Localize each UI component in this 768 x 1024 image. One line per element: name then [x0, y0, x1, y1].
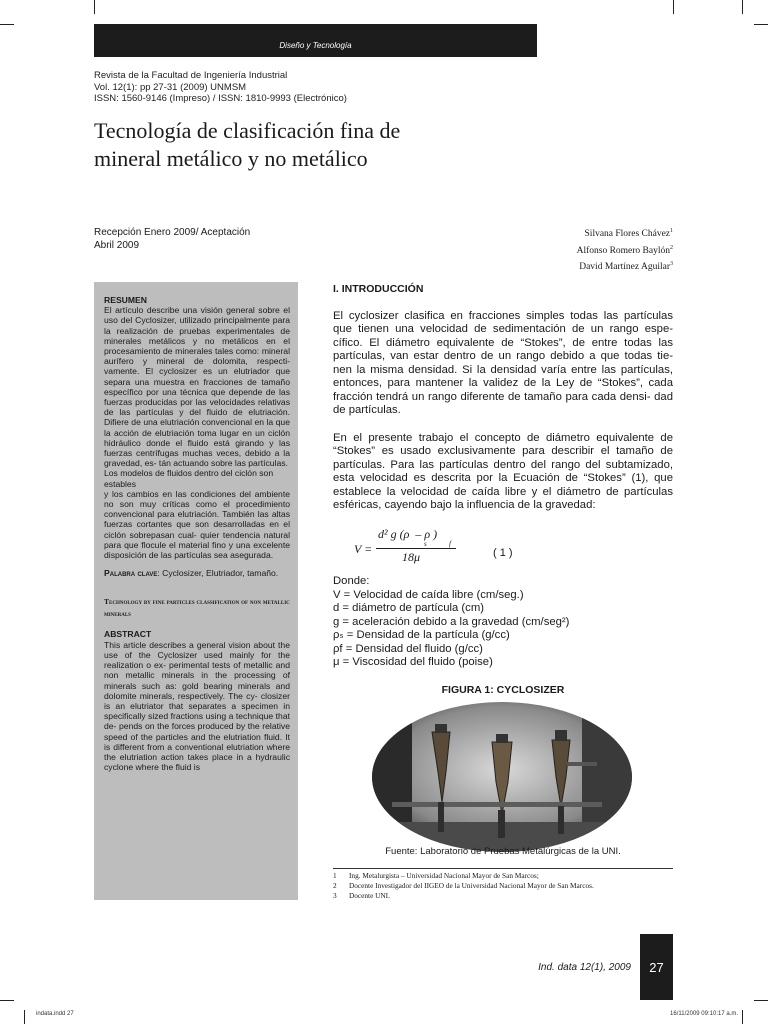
body-paragraph: En el presente trabajo el concepto de diámetro equivalente de “Stokes” es usado exclusivamente para describir el tamaño de partículas. Para las partículas dentro del rango del subtamizado, esta velocidad es descrita por la Ecuación de “Stokes” (1), que establece la velocidad de caída libre y el diámetro de partículas esféricas, cayendo bajo la influencia de la gravedad:: [333, 431, 673, 511]
definition-item: ρₛ = Densidad de la partícula (g/cc): [333, 629, 510, 641]
introduction-section: [333, 283, 673, 513]
figure-source: Fuente: Laboratorio de Pruebas Metalúrgicas de la UNI.: [385, 846, 621, 857]
crop-mark: [0, 24, 14, 25]
reception-line: Recepción Enero 2009/ Aceptación: [94, 227, 251, 238]
fraction-bar: [376, 548, 456, 549]
author-list: [577, 225, 673, 275]
resumen-paragraph: El artículo describe una visión general sobre el uso del Cyclosizer, utilizado principalmente para la realización de pruebas experimentales de minerales metálicos y no metálicos en el procesamiento de minerales tales como: mineral aurífero y mineral de dolomita, respecti- vamente. El cyclosizer es un elutriador que separa una muestra en fracciones de tamaño específico por una técnica que depende de las fuerzas producidas por las velocidades relativas de las partículas y del fluido de elutriación. Difiere de una elutriación convencional en la que la acción de elutriación toma lugar en un ciclón hidráulico donde el fluido está girando y las fuerzas centrífugas muchas veces, debido a la gravedad, es- tán actuando sobre las partículas.: [104, 305, 290, 469]
crop-mark: [742, 1010, 743, 1024]
journal-line: ISSN: 1560-9146 (Impreso) / ISSN: 1810-9993 (Electrónico): [94, 93, 347, 104]
crop-mark: [94, 0, 95, 14]
variable-definitions: [333, 575, 673, 670]
keywords-label: Palabra clave: [104, 568, 158, 579]
definition-item: g = aceleración debido a la gravedad (cm/seg²): [333, 615, 570, 628]
definition-item: V = Velocidad de caída libre (cm/seg.): [333, 588, 524, 601]
abstract-heading: ABSTRACT: [104, 629, 152, 640]
reception-line: Abril 2009: [94, 239, 140, 251]
english-title: Technology by fine particles classification of non metallic minerals: [104, 597, 290, 619]
crop-mark: [24, 1010, 25, 1024]
footnote: 1 Ing. Metalurgista – Universidad Nacional Mayor de San Marcos;: [333, 871, 539, 880]
keywords: [104, 568, 290, 578]
equation-denominator: 18μ: [402, 550, 421, 564]
journal-info: [94, 70, 347, 105]
keywords-text: : Cyclosizer, Elutriador, tamaño.: [157, 568, 279, 579]
crop-mark: [673, 0, 674, 14]
equation-number: ( 1 ): [493, 547, 513, 559]
section-label: Diseño y Tecnología: [279, 41, 352, 50]
author: Alfonso Romero Baylón$^2$: [576, 244, 673, 256]
page-number: 27: [640, 934, 673, 1000]
crop-mark: [0, 1000, 14, 1001]
abstract-sidebar: [94, 282, 298, 900]
definitions-heading: Donde:: [333, 575, 370, 587]
footer-journal: Ind. data 12(1), 2009: [538, 962, 631, 973]
crop-mark: [754, 24, 768, 25]
author: Silvana Flores Chávez$^1$: [584, 228, 673, 240]
equation-subscript: s: [424, 540, 427, 548]
section-header-bar: [94, 24, 537, 57]
title-line: mineral metálico y no metálico: [94, 146, 368, 171]
journal-line: Revista de la Facultad de Ingeniería Industrial: [94, 70, 288, 81]
reception-dates: [94, 227, 250, 252]
title-line: Tecnología de clasificación fina de: [94, 118, 401, 143]
definition-item: d = diámetro de partícula (cm): [333, 602, 485, 614]
equation-lhs: V =: [354, 542, 373, 556]
resumen-heading: RESUMEN: [104, 295, 147, 305]
timestamp-slug: 16/11/2009 09:10:17 a.m.: [670, 1011, 738, 1017]
crop-mark: [754, 1000, 768, 1001]
resumen-paragraph: y los cambios en las condiciones del ambiente no son muy críticas como el procedimiento convencional para elutriación. También las altas fuerzas cortantes que son desarrolladas en el ciclón sobrepasan cual- quier tendencia natural para que flocule el material fino y una excelente disposición de las partículas sea asegurada.: [104, 488, 290, 561]
crop-mark: [742, 0, 743, 14]
body-paragraph: El cyclosizer clasifica en fracciones simples todas las partículas que tienen una velocidad de sedimentación de un rango espe- cífico. El diámetro equivalente de “Stokes”, de entre todas las partículas, van estar dentro de un rango debido a que todas tie- nen la misma densidad. Si la densidad varía entre las partículas, entonces, para mantener la validez de la Ley de “Stokes”, cada fracción tendrá un rango diferente de tamaño para cada densi- dad de partículas.: [333, 309, 673, 416]
definition-item: μ = Viscosidad del fluido (poise): [333, 656, 493, 668]
resumen-paragraph: Los modelos de fluidos dentro del ciclón son estables: [104, 468, 274, 489]
equation-numerator: d² g (ρ – ρ ): [378, 527, 438, 541]
footnotes: [333, 871, 673, 900]
file-slug: indata.indd 27: [36, 1011, 74, 1017]
definition-item: ρf = Densidad del fluido (g/cc): [333, 642, 483, 655]
footnote: 3 Docente UNI.: [333, 890, 390, 900]
author: David Martínez Aguilar$^3$: [579, 261, 673, 273]
cyclosizer-photo: [372, 702, 632, 852]
section-heading: I. INTRODUCCIÓN: [333, 283, 424, 295]
article-title: [94, 117, 514, 173]
abstract-paragraph: This article describes a general vision about the use of the Cyclosizer used mainly for the realization o ex- perimental tests of metallic and non metallic minerals in the processing of minerals such as: gold bearing minerals and dolomite minerals, respectively. The cy- closizer is an elutriator that separates a specimen in specifically sized fractions using a technique that de- pends on the forces produced by the relative speed of the particles and the elutriation fluid. It is different from a conventional elutriation where the elutriation action takes place in a hydraulic cyclone where the fluid is: [104, 639, 290, 773]
footnote-divider: [333, 868, 673, 869]
figure-title: FIGURA 1: CYCLOSIZER: [441, 684, 565, 696]
journal-line: Vol. 12(1): pp 27-31 (2009) UNMSM: [94, 81, 247, 93]
footnote: 2 Docente Investigador del IIGEO de la Universidad Nacional Mayor de San Marcos.: [333, 880, 594, 890]
equation-subscript: f: [449, 540, 451, 548]
